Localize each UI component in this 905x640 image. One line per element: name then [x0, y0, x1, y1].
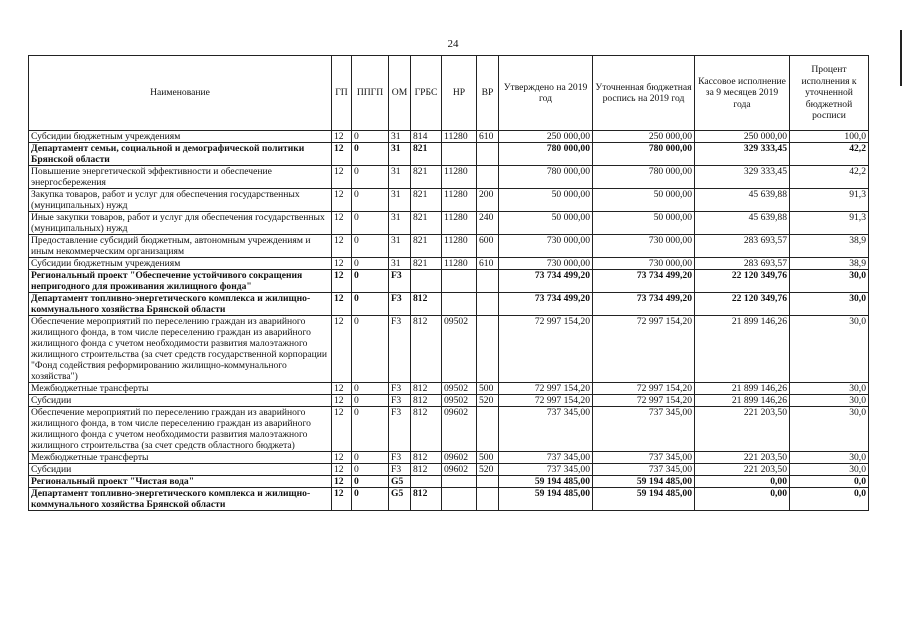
header-name: Наименование — [29, 56, 332, 131]
cell-revised: 73 734 499,20 — [593, 293, 695, 316]
cell-revised: 72 997 154,20 — [593, 316, 695, 383]
table-body — [29, 131, 869, 511]
table-row — [29, 316, 869, 383]
cell-gp: 12 — [332, 395, 352, 407]
cell-percent: 30,0 — [790, 316, 869, 383]
cell-cash: 329 333,45 — [695, 143, 790, 166]
cell-ppgp: 0 — [352, 143, 389, 166]
table-row — [29, 235, 869, 258]
cell-revised: 737 345,00 — [593, 407, 695, 452]
cell-om: 31 — [389, 166, 411, 189]
cell-grbs: 812 — [411, 407, 442, 452]
header-ppgp: ППГП — [352, 56, 389, 131]
cell-approved: 737 345,00 — [499, 452, 593, 464]
cell-grbs: 821 — [411, 258, 442, 270]
cell-ppgp: 0 — [352, 131, 389, 143]
cell-om: F3 — [389, 293, 411, 316]
cell-grbs: 812 — [411, 464, 442, 476]
cell-percent: 30,0 — [790, 383, 869, 395]
cell-vr: 240 — [477, 212, 499, 235]
header-vr: ВР — [477, 56, 499, 131]
cell-percent: 30,0 — [790, 270, 869, 293]
header-percent: Процент исполнения к уточненной бюджетной росписи — [790, 56, 869, 131]
cell-approved: 72 997 154,20 — [499, 316, 593, 383]
cell-name: Повышение энергетической эффективности и обеспечение энергосбережения — [29, 166, 332, 189]
cell-nr: 09502 — [442, 395, 477, 407]
cell-revised: 737 345,00 — [593, 464, 695, 476]
table-row — [29, 452, 869, 464]
cell-gp: 12 — [332, 143, 352, 166]
cell-revised: 730 000,00 — [593, 235, 695, 258]
cell-vr — [477, 316, 499, 383]
cell-ppgp: 0 — [352, 270, 389, 293]
cell-approved: 780 000,00 — [499, 166, 593, 189]
cell-percent: 30,0 — [790, 293, 869, 316]
cell-name: Департамент топливно-энергетического комплекса и жилищно-коммунального хозяйства Брянской области — [29, 293, 332, 316]
budget-execution-table — [28, 55, 869, 511]
cell-cash: 221 203,50 — [695, 452, 790, 464]
cell-revised: 73 734 499,20 — [593, 270, 695, 293]
cell-approved: 737 345,00 — [499, 464, 593, 476]
cell-grbs — [411, 270, 442, 293]
cell-approved: 730 000,00 — [499, 235, 593, 258]
cell-cash: 221 203,50 — [695, 464, 790, 476]
cell-vr — [477, 476, 499, 488]
cell-cash: 21 899 146,26 — [695, 316, 790, 383]
cell-nr — [442, 488, 477, 511]
cell-gp: 12 — [332, 316, 352, 383]
cell-vr: 200 — [477, 189, 499, 212]
cell-name: Субсидии — [29, 464, 332, 476]
table-row — [29, 407, 869, 452]
cell-name: Департамент семьи, социальной и демографической политики Брянской области — [29, 143, 332, 166]
cell-gp: 12 — [332, 131, 352, 143]
cell-grbs: 821 — [411, 235, 442, 258]
header-revised: Уточненная бюджетная роспись на 2019 год — [593, 56, 695, 131]
cell-approved: 730 000,00 — [499, 258, 593, 270]
header-approved: Утверждено на 2019 год — [499, 56, 593, 131]
cell-gp: 12 — [332, 166, 352, 189]
cell-nr — [442, 143, 477, 166]
cell-cash: 0,00 — [695, 476, 790, 488]
cell-approved: 50 000,00 — [499, 212, 593, 235]
cell-vr — [477, 407, 499, 452]
cell-nr — [442, 476, 477, 488]
cell-percent: 42,2 — [790, 166, 869, 189]
cell-nr: 11280 — [442, 189, 477, 212]
cell-vr — [477, 270, 499, 293]
cell-grbs: 821 — [411, 212, 442, 235]
cell-approved: 73 734 499,20 — [499, 270, 593, 293]
cell-percent: 30,0 — [790, 395, 869, 407]
cell-om: F3 — [389, 383, 411, 395]
table-row — [29, 395, 869, 407]
cell-revised: 730 000,00 — [593, 258, 695, 270]
table-row — [29, 166, 869, 189]
cell-om: 31 — [389, 189, 411, 212]
cell-cash: 0,00 — [695, 488, 790, 511]
header-grbs: ГРБС — [411, 56, 442, 131]
cell-revised: 780 000,00 — [593, 143, 695, 166]
cell-gp: 12 — [332, 407, 352, 452]
header-gp: ГП — [332, 56, 352, 131]
cell-nr: 11280 — [442, 131, 477, 143]
cell-gp: 12 — [332, 270, 352, 293]
cell-ppgp: 0 — [352, 212, 389, 235]
cell-revised: 59 194 485,00 — [593, 488, 695, 511]
cell-om: 31 — [389, 143, 411, 166]
table-row — [29, 212, 869, 235]
cell-gp: 12 — [332, 212, 352, 235]
cell-approved: 250 000,00 — [499, 131, 593, 143]
cell-name: Региональный проект "Чистая вода" — [29, 476, 332, 488]
cell-cash: 250 000,00 — [695, 131, 790, 143]
cell-nr: 11280 — [442, 166, 477, 189]
cell-vr: 520 — [477, 395, 499, 407]
cell-gp: 12 — [332, 464, 352, 476]
cell-grbs: 821 — [411, 143, 442, 166]
cell-om: F3 — [389, 270, 411, 293]
cell-grbs: 812 — [411, 293, 442, 316]
cell-vr: 600 — [477, 235, 499, 258]
cell-approved: 72 997 154,20 — [499, 395, 593, 407]
table-row — [29, 488, 869, 511]
cell-om: G5 — [389, 488, 411, 511]
cell-grbs: 812 — [411, 383, 442, 395]
cell-ppgp: 0 — [352, 488, 389, 511]
table-row — [29, 131, 869, 143]
header-cash: Кассовое исполнение за 9 месяцев 2019 года — [695, 56, 790, 131]
cell-gp: 12 — [332, 235, 352, 258]
cell-revised: 780 000,00 — [593, 166, 695, 189]
cell-vr: 520 — [477, 464, 499, 476]
cell-gp: 12 — [332, 383, 352, 395]
table-row — [29, 383, 869, 395]
cell-gp: 12 — [332, 488, 352, 511]
cell-vr: 610 — [477, 258, 499, 270]
cell-grbs: 814 — [411, 131, 442, 143]
cell-cash: 22 120 349,76 — [695, 270, 790, 293]
cell-om: F3 — [389, 452, 411, 464]
cell-ppgp: 0 — [352, 166, 389, 189]
cell-nr: 11280 — [442, 258, 477, 270]
cell-percent: 91,3 — [790, 189, 869, 212]
cell-vr — [477, 166, 499, 189]
cell-name: Закупка товаров, работ и услуг для обеспечения государственных (муниципальных) нужд — [29, 189, 332, 212]
cell-revised: 737 345,00 — [593, 452, 695, 464]
table-row — [29, 476, 869, 488]
cell-om: F3 — [389, 407, 411, 452]
cell-ppgp: 0 — [352, 383, 389, 395]
cell-percent: 100,0 — [790, 131, 869, 143]
cell-ppgp: 0 — [352, 293, 389, 316]
cell-percent: 30,0 — [790, 464, 869, 476]
cell-ppgp: 0 — [352, 395, 389, 407]
cell-cash: 221 203,50 — [695, 407, 790, 452]
cell-nr: 11280 — [442, 235, 477, 258]
cell-gp: 12 — [332, 189, 352, 212]
scan-edge-line — [900, 30, 902, 86]
cell-vr: 500 — [477, 452, 499, 464]
cell-ppgp: 0 — [352, 258, 389, 270]
cell-revised: 250 000,00 — [593, 131, 695, 143]
cell-name: Субсидии бюджетным учреждениям — [29, 131, 332, 143]
cell-revised: 50 000,00 — [593, 189, 695, 212]
cell-om: 31 — [389, 258, 411, 270]
cell-grbs: 812 — [411, 316, 442, 383]
table-header — [29, 56, 869, 131]
cell-nr: 09502 — [442, 316, 477, 383]
cell-om: F3 — [389, 395, 411, 407]
cell-ppgp: 0 — [352, 464, 389, 476]
cell-percent: 0,0 — [790, 476, 869, 488]
cell-ppgp: 0 — [352, 476, 389, 488]
cell-gp: 12 — [332, 293, 352, 316]
cell-vr — [477, 488, 499, 511]
cell-gp: 12 — [332, 258, 352, 270]
cell-name: Обеспечение мероприятий по переселению граждан из аварийного жилищного фонда, в том числе переселению граждан из аварийного жилищного фонда с учетом необходимости развития малоэтажного жилищного строительства (за счет средств областного бюджета) — [29, 407, 332, 452]
cell-om: G5 — [389, 476, 411, 488]
cell-grbs: 812 — [411, 395, 442, 407]
cell-revised: 72 997 154,20 — [593, 383, 695, 395]
cell-vr: 500 — [477, 383, 499, 395]
table-row — [29, 293, 869, 316]
cell-approved: 59 194 485,00 — [499, 488, 593, 511]
cell-cash: 45 639,88 — [695, 189, 790, 212]
table-row — [29, 464, 869, 476]
cell-percent: 0,0 — [790, 488, 869, 511]
cell-approved: 72 997 154,20 — [499, 383, 593, 395]
table-row — [29, 189, 869, 212]
cell-revised: 50 000,00 — [593, 212, 695, 235]
cell-nr: 09502 — [442, 383, 477, 395]
cell-vr — [477, 143, 499, 166]
cell-percent: 30,0 — [790, 407, 869, 452]
cell-grbs: 821 — [411, 189, 442, 212]
cell-nr — [442, 293, 477, 316]
cell-percent: 42,2 — [790, 143, 869, 166]
cell-revised: 59 194 485,00 — [593, 476, 695, 488]
cell-cash: 21 899 146,26 — [695, 395, 790, 407]
cell-cash: 22 120 349,76 — [695, 293, 790, 316]
cell-approved: 73 734 499,20 — [499, 293, 593, 316]
cell-percent: 38,9 — [790, 235, 869, 258]
cell-om: 31 — [389, 212, 411, 235]
cell-approved: 737 345,00 — [499, 407, 593, 452]
cell-name: Предоставление субсидий бюджетным, автономным учреждениям и иным некоммерческим организациям — [29, 235, 332, 258]
cell-ppgp: 0 — [352, 235, 389, 258]
cell-grbs: 821 — [411, 166, 442, 189]
cell-percent: 91,3 — [790, 212, 869, 235]
cell-approved: 59 194 485,00 — [499, 476, 593, 488]
cell-om: F3 — [389, 316, 411, 383]
cell-ppgp: 0 — [352, 189, 389, 212]
table-row — [29, 270, 869, 293]
cell-cash: 283 693,57 — [695, 235, 790, 258]
cell-om: 31 — [389, 131, 411, 143]
cell-om: 31 — [389, 235, 411, 258]
cell-om: F3 — [389, 464, 411, 476]
cell-name: Обеспечение мероприятий по переселению граждан из аварийного жилищного фонда, в том числе переселению граждан из аварийного жилищного фонда с учетом необходимости развития малоэтажного жилищного строительства (за счет средств государственной корпорации "Фонд содействия реформированию жилищно-коммунального хозяйства") — [29, 316, 332, 383]
cell-ppgp: 0 — [352, 407, 389, 452]
cell-vr — [477, 293, 499, 316]
cell-cash: 283 693,57 — [695, 258, 790, 270]
cell-ppgp: 0 — [352, 452, 389, 464]
cell-cash: 45 639,88 — [695, 212, 790, 235]
table-row — [29, 258, 869, 270]
cell-grbs: 812 — [411, 452, 442, 464]
cell-nr: 11280 — [442, 212, 477, 235]
cell-name: Субсидии — [29, 395, 332, 407]
page-number: 24 — [447, 38, 459, 50]
cell-nr: 09602 — [442, 464, 477, 476]
cell-percent: 38,9 — [790, 258, 869, 270]
cell-vr: 610 — [477, 131, 499, 143]
cell-gp: 12 — [332, 452, 352, 464]
cell-gp: 12 — [332, 476, 352, 488]
cell-nr — [442, 270, 477, 293]
cell-nr: 09602 — [442, 452, 477, 464]
table-row — [29, 143, 869, 166]
cell-revised: 72 997 154,20 — [593, 395, 695, 407]
cell-approved: 50 000,00 — [499, 189, 593, 212]
cell-grbs: 812 — [411, 488, 442, 511]
cell-approved: 780 000,00 — [499, 143, 593, 166]
header-om: ОМ — [389, 56, 411, 131]
cell-name: Иные закупки товаров, работ и услуг для обеспечения государственных (муниципальных) нужд — [29, 212, 332, 235]
cell-cash: 329 333,45 — [695, 166, 790, 189]
cell-cash: 21 899 146,26 — [695, 383, 790, 395]
cell-name: Межбюджетные трансферты — [29, 383, 332, 395]
header-nr: НР — [442, 56, 477, 131]
cell-grbs — [411, 476, 442, 488]
cell-name: Субсидии бюджетным учреждениям — [29, 258, 332, 270]
cell-name: Межбюджетные трансферты — [29, 452, 332, 464]
cell-ppgp: 0 — [352, 316, 389, 383]
cell-name: Региональный проект "Обеспечение устойчивого сокращения непригодного для проживания жилищного фонда" — [29, 270, 332, 293]
cell-nr: 09602 — [442, 407, 477, 452]
cell-name: Департамент топливно-энергетического комплекса и жилищно-коммунального хозяйства Брянской области — [29, 488, 332, 511]
cell-percent: 30,0 — [790, 452, 869, 464]
